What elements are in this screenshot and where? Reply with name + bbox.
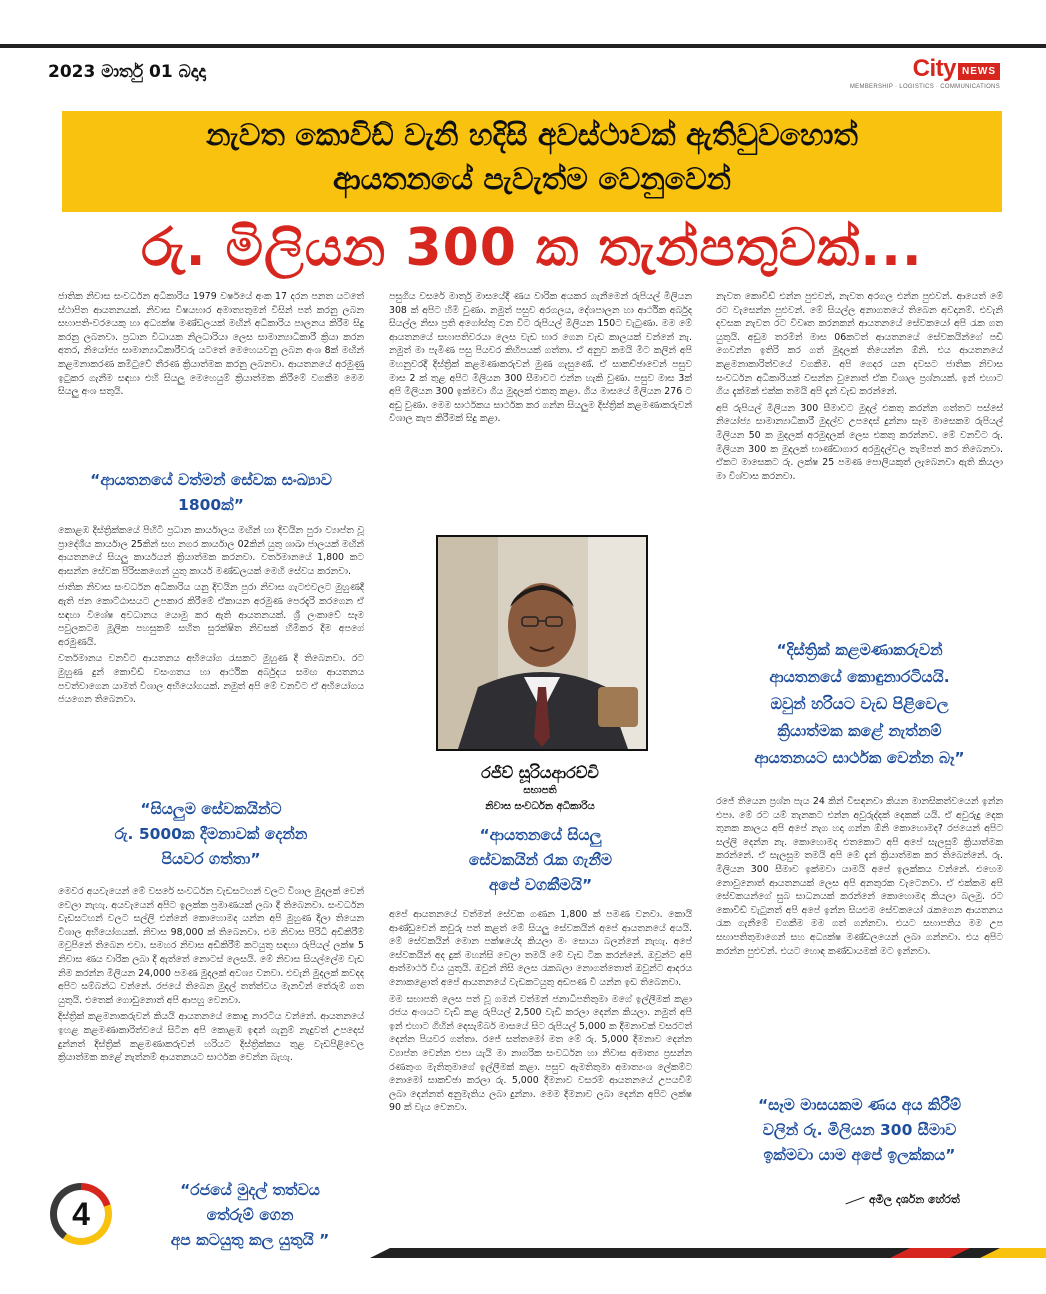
quote-line: “ආයතනයේ සියලු [479,826,602,844]
quote-line: ඉක්මවා යාම අපේ ඉලක්කය” [763,1146,956,1164]
footer-rule [370,1248,1046,1258]
top-bar [0,0,1046,44]
quote-line: වලින් රු. මිලියන 300 සීමාව [762,1121,957,1139]
chairman-photo [436,535,648,751]
caption-name: රජීව් සූරියආරච්චි [481,763,599,782]
col1-block3 [58,885,364,1173]
quote-line: ආයතනයට සාර්ථක වෙන්න බෑ” [754,749,965,767]
quote-line: “දිස්ත්‍රික් කළමණාකරුවන් [776,641,943,659]
author-byline [845,1193,960,1207]
quote-line: අපේ වගකීමයි” [488,876,593,894]
main-title: රු. මිලියන 300 ක තැන්පතුවක්... [141,218,923,278]
col1-paragraph: ජාතික නිවාස සංවර්ධන අධිකාරිය යනු දිවයින පුරා නිවාස ගැටළුවලට මුහුණදී ඇති ජන කොට්ඨාසයට උපකාර කිරීමේ ඒකායන අරමුණ පෙරදැරි කරගෙන ඒ සඳහා විශේෂ අවධානය යොමු කර ඇති ආයතනයක්. ශ්‍රී ලංකාවේ සෑම පවුලකටම මූලික පහසුකම් සහිත සුරක්ෂිත නිවසක් හිමිකර දීම අපගේ අරමුණයි. [58,582,364,648]
col2-paragraph: මම සභාපති ලෙස පත් වූ ගමන් වත්මන් ජනාධිපතිතුමා මගේ ඉල්ලීමක් කළා රජය අංශයට වැඩි කළ රුපියල් 2,500 වැඩි කරලා දෙන්න කියලා. නමුත් අපි ඉන් එහාට ගිහින් දෙසැම්බර් මාසයේ සිට රුපියල් 5,000 ක දීමනාවක් වසරටත් දෙන්න පියවර ගත්තා. රජේ සත්තමෝ මත මේ රු. 5,000 දීමනාව දෙන්න ව්‍යාප්ත වෙන්න එපා යැයි මා නාගරික සංවර්ධන හා නිවාස අමාත්‍ය ප්‍රසන්න රණතුංග මැතිතුමාගේ ඉල්ලීමක් කළා. පසුව ඇමතිතුමා අමාත්‍යංශ ලේකම්ට නොමෝ සාකච්ඡා කරලා රු. 5,000 දීමනාව වසරම් ආයතනයේ උපයවීම් ලබා දෙන්නත් අනුමැතිය ලබා දුන්නා. මෙම දීමනාව ලබා දෙන්න අපිට ලක්ෂ 90 ක් වැය වෙනවා. [389,993,692,1114]
quote-line: “සියලුම සේවකයින්ට [140,800,282,818]
col1-block2 [58,524,364,786]
col2-paragraph: පසුගිය වසරේ මාර්තු මාසයේදී ණය වාරික අයකර ගැනීමෙන් රුපියල් මිලියන 308 ක් අපිට හිමි වුණා. නමුත් පසුව අරගලය, දේශපාලන හා ආර්ථික අර්බුද සියල්ල නිසා ප්‍රති අගෝස්තු වන විට රුපියල් මිලියන 150ට වැටුණා. මම මේ ආයතනයේ සභාපතිවරයා ලෙස වැඩ භාර ගෙන වැඩ කාලයක් වන්නේ නැ. නමුත් මා පැමිණ පසු පියවර කිහිපයක් ගත්තා. ඒ අනුව කමයි මීට කලින් අපි මහනුවරදී දිස්ත්‍රික් කළමණාකරුවන් මුණ ගැසුණේ. ඒ සාකච්ඡාවෙන් පසුව මාස 2 ක් තුළ අපිට මිලියන 300 සීමාවට එන්න හැකි වුණා. පසුව මාස 3ක් අපි මිලියන 300 ඉක්මවා ගිය මුදලක් එකතු කළා. ගිය මාසයේ මිලියන 276 ට අඩු වුණා. මෙම සාර්ථකය සාර්ථක කර ගන්න සියලුම දිස්ත්‍රික් කළමණාකරුවන් විශාල කැප කිරීමක් සිදු කළා. [389,291,692,425]
col3-block1 [716,290,1003,620]
col1-paragraph: මෙවර අයවැයෙන් මේ වසරේ සංවර්ධන වැඩසටහන් වලට විශාල මුදලක් වෙන් වෙලා නැහැ. අයවැයෙන් අපිට ඉලක්ක ප්‍රමාණයක් ලබා දී තිබෙනවා. සංවර්ධන වැඩසටහන් වලට සල්ලි එන්නේ කොහොමද යන්න අපි මුහුණ දීලා තියෙන විශාල අභියෝගයක්. නිවාස 98,000 ක් තිබෙනවා. එම නිවාස පිරිධි අඩිකිරීම් මවුපිනේ තිබෙන එවා. සමහර නිවාස අඩිකිරීම් කටයුතු සඳහා රුපියල් ලක්ෂ 5 නිවාස ණය වාරික ලබා දී ඇත්තේ නොටස් ලෙසයි. මේ නිවාස සියල්ලේම වැඩ නිම කරන්න මිලියන 24,000 පමණ මුදලක් අවශ්‍ය වනවා. එවැනි මුදලක් කවදද අපිට සම්බන්ධ වන්නේ. රජයේ තිබෙන මුදල් තත්ත්වය මැනවින් තේරුම් ගත යුතුයි. එතෙක් ගොඩුනොත් අපි ආපහු වෙනවා. [58,886,364,1006]
col3-paragraph: රජේ තියෙන ප්‍රශ්න පැය 24 කින් විසඳනවා කියන මානසිකත්වයෙන් ඉන්න එපා. මේ රට යම් තැනකට එන්න අවුරුද්දක් දෙකක් යයි. ඒ අවුරුදු දෙක තුනක කාලය අපි අපේ නැග හදා ගන්න ඕනි කොහොමද? රජයෙන් අපිට සල්ලි දෙන්න නැ. කොහොමද එතකොට අපි අපේ සැලසුම් ක්‍රියාත්මක කරන්නේ. ඒ සැලසුම තමයි අපි මේ දැන් ක්‍රියාත්මක කර තිබෙන්නේ. රු. මිලියන 300 සීමාව ඉක්මවා යාමයි අපේ ඉලක්කය වන්නේ. එහෙම නොවුනොත් ආයතනයක් ලෙස අපි අනතුරක වැටෙනවා. ඒ එක්කම අපි සේවකයන්ගේ සුබ සාධනයක් කරන්නේ කොහොමද කියලා බලමු. රට කොවිඩ් වැටුනත් අපි අපේ ඉන්න සියළුම සේවකයෝ රැකගෙන ආයතනය රැක ගැනීමේ වගකීම මම ගත් ගන්නවා. එයට සභාපතිය මම උප සභාපතිතුමාගෙන් සහ අධ්‍යක්ෂ මණ්ඩලයෙන් ලබා ගන්නවා. එය අපිට කරන්න පුළුවන්. එයට හොඳ කණ්ඩායමක් මට ඉන්නවා. [716,796,1003,957]
col1-pull-quote-2 [58,797,364,872]
col1-pull-quote-1: “ආයතනයේ වත්මන් සේවක සංඛ්‍යාව 1800ක්” [90,471,332,514]
col1-block1 [58,290,364,458]
quote-line: සේවකයින් රැක ගැනීම [468,851,613,869]
brand-news: NEWS [958,63,1000,80]
brand-city: City [912,55,956,82]
page-number: 4 [57,1190,105,1238]
brand-logo [850,55,1000,90]
headline-line2: ආයතනයේ පැවැත්ම වෙනුවෙන් [332,162,732,197]
caption-role: සභාපති [523,785,557,796]
quote-line: පියවර ගත්තා” [161,850,261,868]
col2-block1 [389,290,692,524]
col3-paragraph: නැවත කොවිඩ් එන්න පුළුවන්, නැවත අරගල එන්න පුළුවන්. ආයෙත් මේ රට වැසෙන්න පුළුවන්. මේ සියල්ල අනාගතයේ තිබෙන අවදානම්. එවැනි දවසක නැවත රට විවෘත කරනකන් ආයතනයේ සේවකයෝ අපි රැක ගත යුතුයි. අඩුම තරමින් මාස 06කටත් ආයතනයේ සේවකයින්ගේ පඩි ගෙවන්න ඉතිරි කර ගත් මුදලක් තියෙන්න ඕනි. එය ආයතනයේ කළමනාකාරිත්වයේ වගකීම. අපි ගෙදර යන දවසට ජාතික නිවාස සංවර්ධන අධිකාරියක් වසන්න වුනොත් ඒක විශාල ප්‍රශ්නයක්. ඉන් එහාට ගිය දැක්මක් එක්ක තමයි අපි දැන් වැඩ කරන්නේ. [716,291,1003,398]
col2-paragraph: අපේ ආයතනයේ වත්මන් සේවක ගණන 1,800 ක් පමණ වනවා. කොයි ආණ්ඩුවෙන් කවුරු පත් කළත් මේ සියලු සේවකයින් අපේ ආයතනයේ අයයි. මේ සේවකයින් මොන පක්ෂයේද කියලා මං සොයා බලන්නේ නැහැ. අපේ සේවකයින් අද දුක් මහන්සි වෙලා තමයි මේ වැඩ ටික කරන්නේ. ඔවුන්ට අපි ආත්මාර්ථ විය යුතුයි. ඔවුන් නිසි ලෙස රැකබලා නොගත්තොත් ඔවුන්ට ආදරය නොකළොත් අපේ ආයතනයේ වැඩකටයුතු අඩපණ වී යන්න ඉඩ තිබෙනවා. [389,909,692,988]
issue-date: 2023 මාර්තු 01 බදාදා [48,62,206,82]
col3-pull-quote-2 [716,1093,1003,1168]
headline-line1: නැවත කොවිඩ් වැනි හදිසි අවස්ථාවක් ඇතිවුවහොත් [206,118,858,153]
col1-paragraph: දිස්ත්‍රික් කළමනාකරුවන් කියයි ආයතනයේ කොඳු නාරටිය වන්නේ. ආයතනයේ ඉහළ කළමණාකාරිත්වයේ සිටින අපි කොළඹ ඉඳන් ගැනුම් නැදුවත් උපදෙස් දුන්නත් දිස්ත්‍රික් කළමණාකරුවන් හරියට දිස්ත්‍රික්කය තුළ වැඩපිළිවෙල ක්‍රියාත්මක කළේ නැත්නම් ආයතනයට සාර්ථක වෙන්න බැහැ. [58,1011,364,1064]
col1-pull-quote-3 [120,1178,380,1253]
quote-line: රු. 5000ක දීමනාවක් දෙන්න [114,825,308,843]
col1-paragraph: වර්තමානය වනවිට ආයතනය අභියෝග රැසකට මුහුණ දී තිබෙනවා. රට මුහුණ දුන් කොවිඩ් වසංගතය හා ආර්ථික අර්බුදය සමඟ ආයතනය පවත්වාගෙන යාමත් විශාල අභියෝගයක්. නමුත් අපි මේ වනවිට ඒ අභියෝගය ජයගෙන තිබෙනවා. [58,653,364,706]
quote-line: ආයතනයේ කොඳුනාරටියයි. [769,668,950,686]
col2-pull-quote-1 [389,823,692,898]
quote-line: අප කටයුතු කල යුතුයි ” [170,1231,330,1249]
caption-org: නිවාස සංවර්ධන අධිකාරිය [485,801,595,812]
quote-line: ඔවුන් හරියට වැඩ පිළිවෙල [770,695,949,713]
col3-pull-quote-1 [716,637,1003,772]
quote-line: “රජයේ මුදල් තත්වය [180,1181,320,1199]
top-stripe [0,44,1046,48]
quote-line: ක්‍රියාත්මක කළේ නැත්නම් [777,722,942,740]
author-name: අමිල දර්ශන හේරත් [869,1193,960,1206]
portrait-illustration [438,537,646,749]
quote-line: තේරුම් ගෙන [206,1206,294,1224]
byline-dash [845,1196,864,1204]
col1-paragraph: කොළඹ දිස්ත්‍රික්කයේ පිහිටි ප්‍රධාන කාර්යාලය මඟින් හා දිවයින පුරා ව්‍යාප්ත වූ ප්‍රාදේශීය කාර්යාල 25කින් සහ නගර කාර්යාල 02කින් යුතු ශාඛා ජාලයක් මඟින් ආයතනයේ සියලු කාර්යයන් ක්‍රියාත්මක කරනවා. වර්තමානයේ 1,800 කට ආසන්න සේවක පිරිසකගෙන් යුතු කාර්ය මණ්ඩලයක් මෙහි සේවය කරනවා. [58,525,364,577]
col1-paragraph: ජාතික නිවාස සංවර්ධන අධිකාරිය 1979 වර්ෂයේ අංක 17 දරන පනත යටතේ ස්ථාපිත ආයතනයක්. නිවාස විෂයභාර අමාත්‍යතුමන් විසින් පත් කරනු ලබන සභාපති-වරයෙකු හා අධ්‍යක්ෂ මණ්ඩලයක් මඟින් අධිකාරිය පාලනය කිරීම සිදු කරනු ලබනවා. ප්‍රධාන විධායක නිලධාරියා ලෙස සාමාන්‍යාධිකාරී ක්‍රියා කරන අතර, නියෝජ්‍ය සාමාන්‍යාධිකාරීවරු යටතේ මෙහෙයවනු ලබන අංශ 8ක් මඟින් කළමනාකරණ කමිටුවේ තීරණ ක්‍රියාත්මක කරනු ලබනවා. ආයතනයේ අරමුණු ඉටුකර ගැනීම සඳහා එහි සියලු මෙහෙයුම් ක්‍රියාත්මක කිරීමේ වගකීම මෙම සියලු අංශ සතුයි. [58,291,364,398]
col3-paragraph: අපි රුපියල් මිලියන 300 සීමාවට මුදල් එකතු කරන්න ගත්තට පස්සේ නියෝජ්‍ය සාමාන්‍යාධිකාරී මුදල්ව උපදෙස් දුන්නා සෑම මාසෙකම රුපියල් මිලියන 50 ක මුදලක් අරමුදලක් ලෙස එකතු කරන්නව. මේ වනවිට රු. මිලියන 300 ක මුදලක් භාණ්ඩාගාර අරමුදල්වල තැම්පත් කර තිබෙනවා. ඒකට මාසෙකට රු. ලක්ෂ 25 පමණ පොලියකුත් ලැබෙනවා ඇති කියලා මා විශ්වාස කරනවා. [716,402,1003,482]
brand-tagline: MEMBERSHIP · LOGISTICS · COMMUNICATIONS [849,84,1000,90]
col2-block2 [389,908,692,1218]
quote-line: “සෑම මාසයකම ණය අය කිරීම් [758,1096,961,1114]
page-number-badge [50,1183,112,1245]
col3-block2 [716,795,1003,1089]
